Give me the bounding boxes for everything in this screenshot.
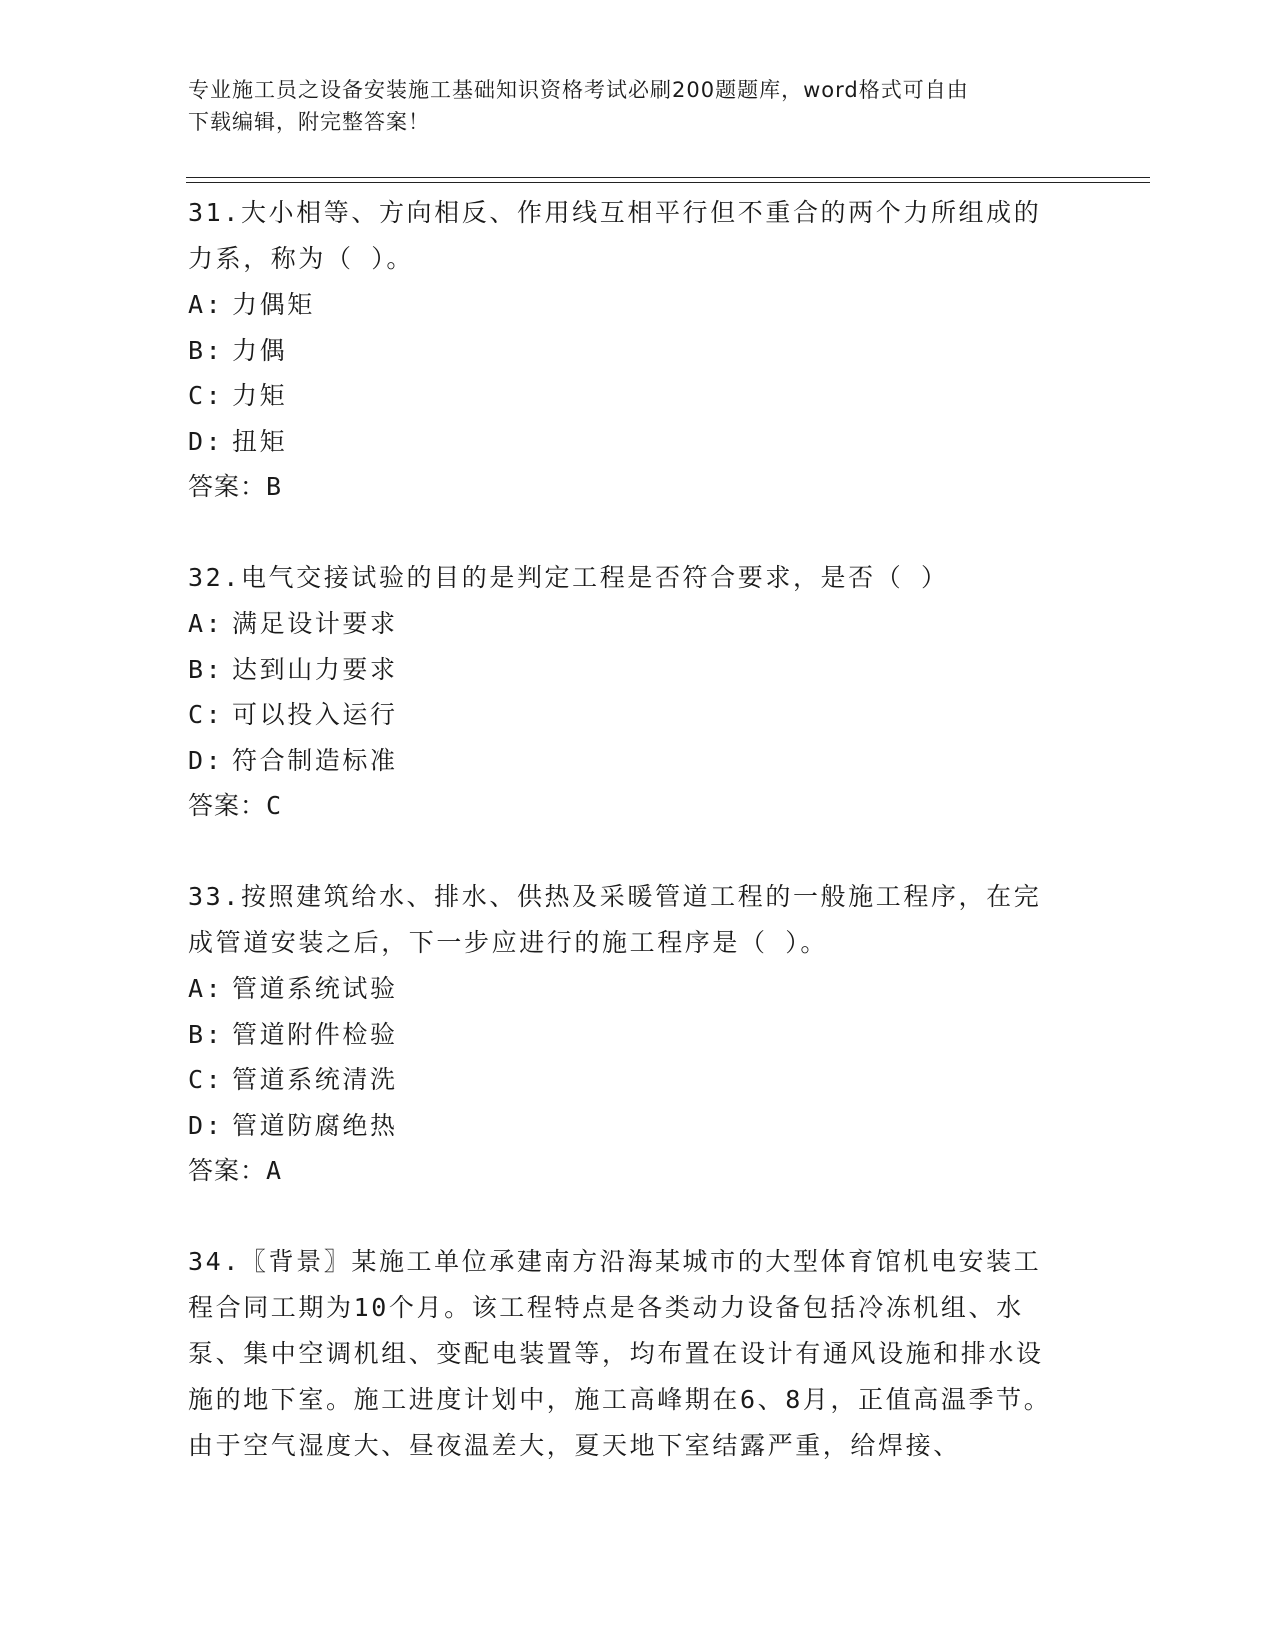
option-letter: A: [188, 974, 224, 1003]
header-divider-bottom [186, 182, 1150, 183]
header-title-line-1: 专业施工员之设备安装施工基础知识资格考试必刷200题题库，word格式可自由 [188, 78, 969, 102]
document-header [188, 74, 1068, 138]
option-letter: A: [188, 609, 224, 638]
answer-label: 答案： [188, 791, 267, 820]
option-a [188, 282, 1068, 328]
option-letter: B: [188, 335, 224, 365]
option-text: 可以投入运行 [232, 700, 398, 729]
question-text: 33.按照建筑给水、排水、供热及采暖管道工程的一般施工程序，在完成管道安装之后，下一步应进行的施工程序是（ ）。 [188, 882, 1042, 957]
question-text: 32.电气交接试验的目的是判定工程是否符合要求，是否（ ） [188, 563, 949, 592]
option-d [188, 419, 1068, 465]
question-item [188, 874, 1068, 1193]
option-text: 力偶 [232, 335, 288, 365]
option-text: 管道防腐绝热 [232, 1110, 398, 1140]
option-c [188, 1057, 1068, 1103]
option-text: 满足设计要求 [232, 609, 398, 638]
option-d [188, 738, 1068, 784]
option-d [188, 1103, 1068, 1149]
option-letter: C: [188, 700, 224, 729]
option-b [188, 328, 1068, 374]
answer-line [188, 464, 1068, 509]
option-b [188, 1012, 1068, 1058]
option-text: 管道系统清洗 [232, 1065, 398, 1094]
option-text: 符合制造标准 [232, 745, 398, 775]
question-item [188, 555, 1068, 828]
option-text: 力矩 [232, 381, 288, 410]
answer-value: C [266, 791, 283, 820]
option-a [188, 966, 1068, 1012]
option-c [188, 692, 1068, 738]
option-text: 管道系统试验 [232, 974, 398, 1003]
option-b [188, 647, 1068, 693]
option-text: 管道附件检验 [232, 1019, 398, 1049]
answer-value: B [266, 472, 283, 501]
question-item [188, 190, 1068, 509]
option-letter: B: [188, 1019, 224, 1049]
answer-label: 答案： [188, 1156, 267, 1185]
header-title-line-2: 下载编辑，附完整答案！ [188, 110, 430, 134]
option-letter: D: [188, 745, 224, 775]
option-letter: D: [188, 426, 224, 456]
option-text: 力偶矩 [232, 290, 315, 319]
option-letter: C: [188, 381, 224, 410]
answer-label: 答案： [188, 472, 267, 501]
question-list [188, 190, 1068, 1515]
option-letter: A: [188, 290, 224, 319]
option-letter: C: [188, 1065, 224, 1094]
answer-line [188, 783, 1068, 828]
option-c [188, 373, 1068, 419]
option-letter: B: [188, 654, 224, 684]
answer-value: A [266, 1156, 283, 1185]
option-a [188, 601, 1068, 647]
header-divider-top [186, 177, 1150, 178]
question-item [188, 1239, 1068, 1469]
option-text: 扭矩 [232, 426, 288, 456]
question-text: 31.大小相等、方向相反、作用线互相平行但不重合的两个力所组成的力系，称为（ ）。 [188, 198, 1042, 273]
answer-line [188, 1148, 1068, 1193]
question-text: 34.〖背景〗某施工单位承建南方沿海某城市的大型体育馆机电安装工程合同工期为10个月。该工程特点是各类动力设备包括冷冻机组、水泵、集中空调机组、变配电装置等，均布置在设计有通风设施和排水设施的地下室。施工进度计划中，施工高峰期在6、8月，正值高温季节。由于空气湿度大、昼夜温差大，夏天地下室结露严重，给焊接、 [188, 1247, 1052, 1460]
option-letter: D: [188, 1110, 224, 1140]
option-text: 达到山力要求 [232, 654, 398, 684]
